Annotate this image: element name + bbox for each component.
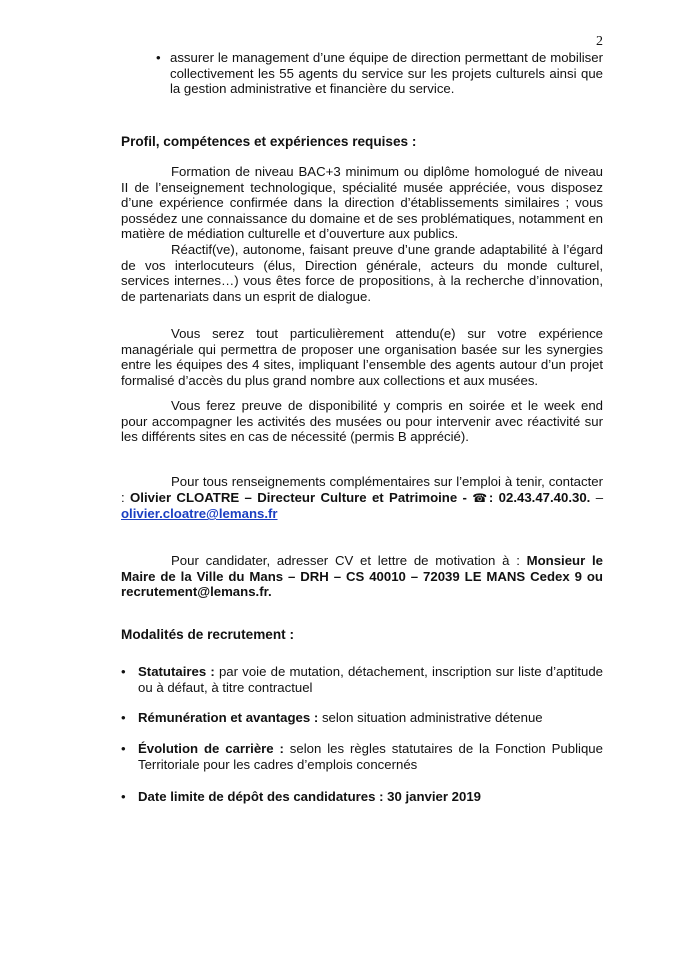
contact-paragraph — [121, 474, 603, 522]
list-item — [121, 741, 603, 772]
phone-icon: ☎ — [472, 490, 489, 505]
modalites-list-4 — [121, 789, 603, 805]
profil-paragraph-2: Réactif(ve), autonome, faisant preuve d’une grande adaptabilité à l’égard de vos interlocuteurs (élus, Direction générale, acteurs du monde culturel, services internes…) vous êtes force de propositions, à la recherche d’innovation, de partenariats dans un esprit de dialogue. — [121, 242, 603, 304]
bullet-dot-icon: • — [121, 789, 126, 804]
candidature-address: Monsieur le Maire de la Ville du Mans – DRH – CS 40010 – 72039 LE MANS Cedex 9 ou recrutement@lemans.fr. — [121, 553, 603, 600]
item-text: selon les règles statutaires de la Fonction Publique Territoriale pour les cadres d’emplois concernés — [138, 741, 603, 772]
contact-intro: Pour tous renseignements complémentaires sur l’emploi à tenir, contacter : — [121, 474, 603, 505]
modalites-list-3 — [121, 741, 603, 772]
list-item — [121, 710, 603, 726]
bullet-dot-icon: • — [121, 710, 126, 725]
item-text: par voie de mutation, détachement, inscription sur liste d’aptitude ou à défaut, à titre contractuel — [138, 664, 603, 695]
item-label: Date limite de dépôt des candidatures : 30 janvier 2019 — [138, 789, 482, 804]
bullet-dot-icon: • — [156, 50, 161, 65]
bullet-dot-icon: • — [121, 664, 126, 679]
profil-paragraph-4: Vous ferez preuve de disponibilité y compris en soirée et le week end pour accompagner les activités des musées ou pour intervenir avec réactivité sur les différents sites en cas de nécessité (permis B apprécié). — [121, 398, 603, 445]
profil-paragraph-1: Formation de niveau BAC+3 minimum ou diplôme homologué de niveau II de l’enseignement technologique, spécialité musée appréciée, vous disposez d’une expérience confirmée dans la direction d’établissements similaires ; vous possédez une connaissance du domaine et de ses problématiques, notamment en matière de médiation culturelle et d’ouverture aux publics. — [121, 164, 603, 242]
candidature-intro: Pour candidater, adresser CV et lettre de motivation à : — [171, 553, 520, 568]
bullet-dot-icon: • — [121, 741, 126, 756]
item-text: selon situation administrative détenue — [321, 710, 543, 725]
contact-name: Olivier CLOATRE – Directeur Culture et Patrimoine - — [130, 489, 467, 505]
candidature-paragraph — [121, 553, 603, 600]
modalites-list-2 — [121, 710, 603, 726]
management-bullet-text: assurer le management d’une équipe de direction permettant de mobiliser collectivement les 55 agents du service sur les projets culturels ainsi que la gestion administrative et financière du service. — [170, 50, 603, 97]
item-label: Évolution de carrière : — [138, 741, 284, 756]
contact-email-link[interactable]: olivier.cloatre@lemans.fr — [121, 506, 278, 522]
page-number: 2 — [596, 34, 603, 49]
profil-heading: Profil, compétences et expériences requises : — [121, 134, 417, 149]
list-item — [121, 664, 603, 695]
modalites-list — [121, 664, 603, 695]
item-label: Rémunération et avantages : — [138, 710, 319, 725]
item-label: Statutaires : — [138, 664, 215, 679]
management-bullet — [156, 50, 603, 97]
profil-paragraph-3: Vous serez tout particulièrement attendu(e) sur votre expérience managériale qui permettra de proposer une organisation basée sur les synergies entre les équipes des 4 sites, impliquant l’ensemble des agents autour d’un projet formalisé d’accès du plus grand nombre aux collections et aux musées. — [121, 326, 603, 388]
contact-dash: – — [595, 489, 604, 505]
list-item — [121, 789, 603, 805]
modalites-heading: Modalités de recrutement : — [121, 627, 294, 642]
contact-phone: : 02.43.47.40.30. — [488, 489, 591, 505]
